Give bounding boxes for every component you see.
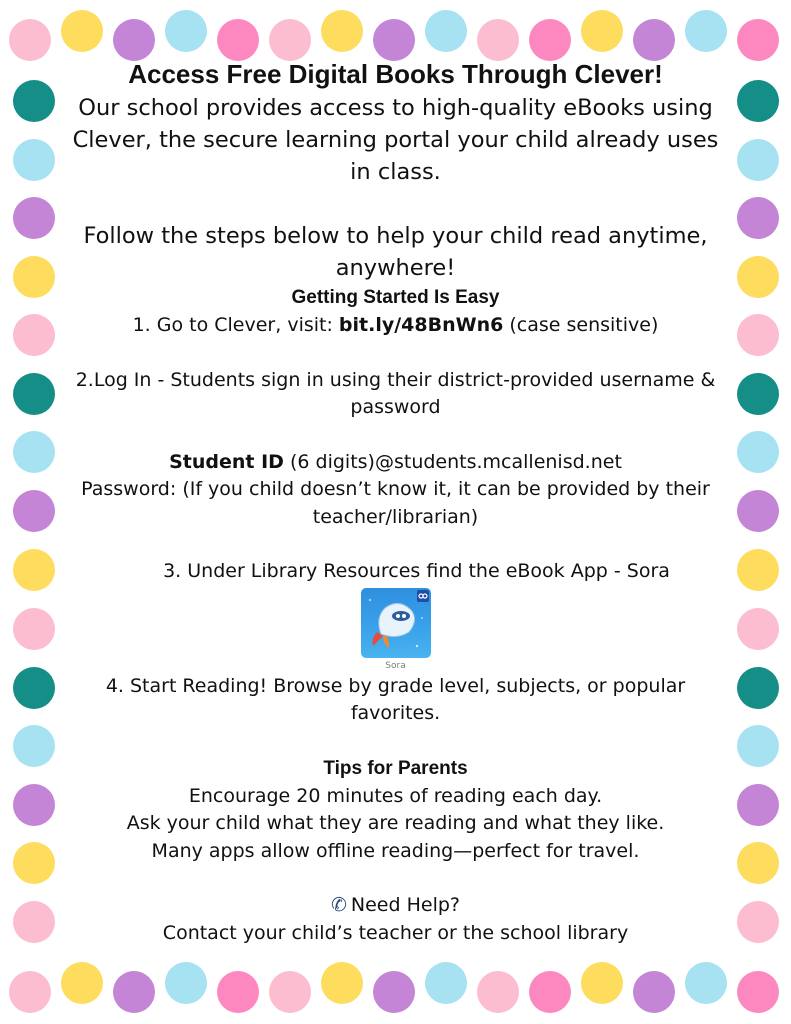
border-dot (61, 10, 103, 52)
border-dot (165, 10, 207, 52)
border-dot (737, 80, 779, 122)
help-contact: Contact your child’s teacher or the school library (162, 921, 629, 944)
border-dot (737, 256, 779, 298)
border-dot (685, 10, 727, 52)
border-dot (321, 962, 363, 1004)
border-dot (13, 725, 55, 767)
flyer-content (70, 58, 721, 947)
border-dot (61, 962, 103, 1004)
step-2: 2.Log In - Students sign in using their district-provided username & password (75, 368, 716, 418)
border-dot (529, 971, 571, 1013)
border-dot (13, 842, 55, 884)
border-dot (685, 962, 727, 1004)
tips-heading: Tips for Parents (323, 757, 468, 779)
sora-rocket-icon (361, 588, 431, 658)
need-help-line (70, 892, 721, 920)
tip-item: Encourage 20 minutes of reading each day. (188, 784, 603, 807)
border-dot (269, 971, 311, 1013)
sora-app-icon[interactable] (361, 588, 431, 658)
tip-item: Many apps allow offline reading—perfect for travel. (151, 839, 640, 862)
border-dot (13, 490, 55, 532)
border-dot (529, 19, 571, 61)
clever-link[interactable]: bit.ly/48BnWn6 (338, 314, 504, 336)
border-dot (13, 256, 55, 298)
step-1 (70, 312, 721, 340)
border-dot (737, 314, 779, 356)
border-dot (737, 784, 779, 826)
border-dot (13, 197, 55, 239)
border-dot (269, 19, 311, 61)
border-dot (633, 19, 675, 61)
step-3: 3. Under Library Resources find the eBook App - Sora (163, 560, 670, 582)
border-dot (13, 901, 55, 943)
page-title: Access Free Digital Books Through Clever! (128, 59, 663, 89)
border-dot (737, 431, 779, 473)
step-1-prefix: 1. Go to Clever, visit: (132, 314, 339, 336)
border-dot (737, 667, 779, 709)
border-dot (737, 971, 779, 1013)
step-4: 4. Start Reading! Browse by grade level, subjects, or popular favorites. (105, 674, 686, 724)
border-dot (13, 667, 55, 709)
border-dot (737, 490, 779, 532)
student-id-format: (6 digits)@students.mcallenisd.net (283, 450, 622, 473)
border-dot (13, 431, 55, 473)
border-dot (13, 784, 55, 826)
border-dot (737, 19, 779, 61)
tip-item: Ask your child what they are reading and what they like. (126, 812, 665, 834)
border-dot (737, 901, 779, 943)
border-dot (737, 549, 779, 591)
border-dot (13, 373, 55, 415)
border-dot (321, 10, 363, 52)
getting-started-heading: Getting Started Is Easy (291, 287, 500, 308)
student-id-label: Student ID (169, 450, 284, 473)
border-dot (217, 19, 259, 61)
step-1-suffix: (case sensitive) (503, 314, 659, 336)
border-dot (13, 608, 55, 650)
intro (70, 92, 721, 284)
student-id-line (70, 449, 721, 477)
border-dot (737, 842, 779, 884)
sora-app-label: Sora (385, 660, 406, 671)
border-dot (581, 962, 623, 1004)
border-dot (13, 314, 55, 356)
border-dot (9, 19, 51, 61)
border-dot (477, 971, 519, 1013)
border-dot (373, 971, 415, 1013)
border-dot (13, 549, 55, 591)
intro-paragraph: Our school provides access to high-quality eBooks using Clever, the secure learning portal your child already uses in class. (72, 95, 719, 185)
border-dot (633, 971, 675, 1013)
phone-icon: ✆ (330, 894, 347, 916)
border-dot (425, 962, 467, 1004)
border-dot (373, 19, 415, 61)
intro-instructions: Follow the steps below to help your child read anytime, anywhere! (83, 223, 708, 281)
border-dot (581, 10, 623, 52)
need-help-heading: Need Help? (350, 894, 460, 916)
border-dot (737, 608, 779, 650)
border-dot (113, 19, 155, 61)
sora-app[interactable] (70, 588, 721, 672)
border-dot (113, 971, 155, 1013)
border-dot (737, 139, 779, 181)
border-dot (737, 373, 779, 415)
border-dot (13, 139, 55, 181)
border-dot (425, 10, 467, 52)
border-dot (165, 962, 207, 1004)
border-dot (737, 725, 779, 767)
border-dot (9, 971, 51, 1013)
border-dot (217, 971, 259, 1013)
border-dot (737, 197, 779, 239)
border-dot (477, 19, 519, 61)
password-line: Password: (If you child doesn’t know it, it can be provided by their teacher/librarian) (81, 478, 710, 528)
border-dot (13, 80, 55, 122)
